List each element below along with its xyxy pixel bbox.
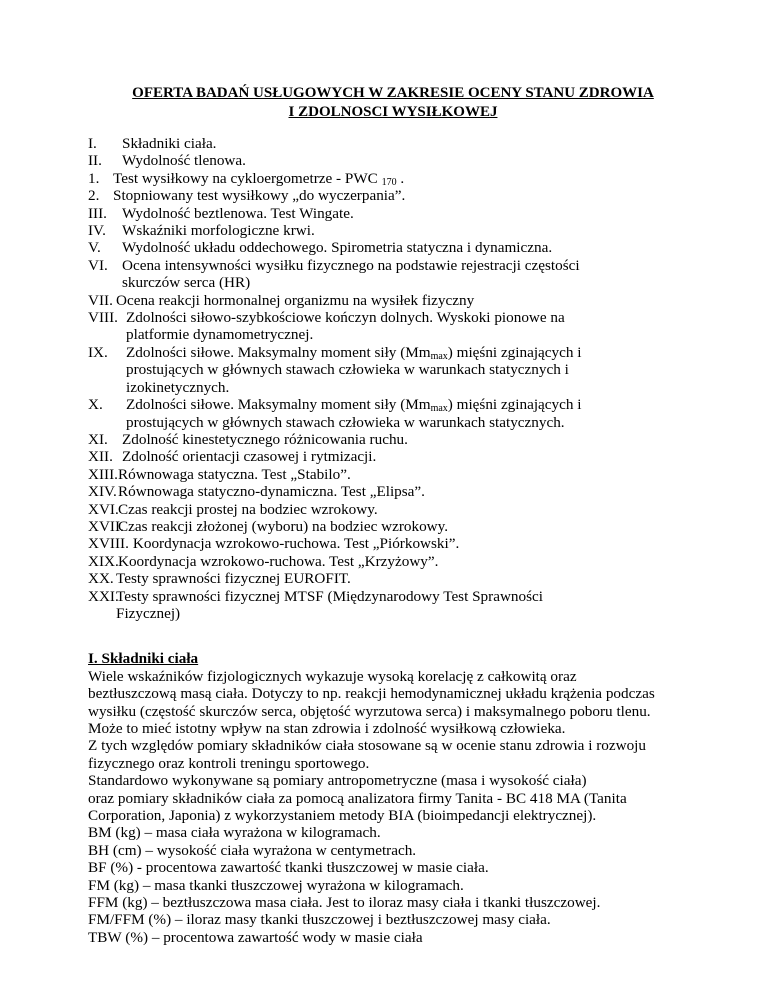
toc-item-line: Testy sprawności fizycznej EUROFIT.	[116, 570, 351, 588]
toc-item-continuation: prostujących w głównych stawach człowieka w warunkach statycznych i	[126, 361, 569, 379]
toc-item	[88, 239, 698, 256]
toc-item-text	[122, 239, 698, 256]
toc-item-text	[122, 152, 698, 169]
subscript: 170	[381, 176, 397, 188]
toc-item-text	[116, 292, 698, 309]
toc-item-line: Wskaźniki morfologiczne krwi.	[122, 222, 315, 240]
toc-item	[88, 309, 698, 344]
toc-item-line: Ocena reakcji hormonalnej organizmu na wysiłek fizyczny	[116, 291, 475, 309]
section-body-composition	[88, 650, 698, 946]
toc-item-text	[116, 570, 698, 587]
toc-item-number: XXI.	[88, 587, 119, 605]
section-text	[88, 668, 698, 947]
toc-item	[88, 501, 698, 518]
toc-item-text	[118, 518, 698, 535]
toc-item	[88, 205, 698, 222]
toc-item-number: XVIII.	[88, 535, 129, 553]
toc-item-line: Test wysiłkowy na cykloergometrze - PWC $_{170}$ .	[113, 169, 405, 188]
toc-item	[88, 570, 698, 587]
text-line: FM/FFM (%) – iloraz masy tkanki tłuszczowej i beztłuszczowej masy ciała.	[88, 911, 551, 929]
toc-item	[88, 396, 698, 431]
toc-item-line: Testy sprawności fizycznej MTSF (Międzynarodowy Test Sprawności	[116, 587, 543, 605]
toc-item-text	[126, 309, 698, 344]
toc-item-number: VI.	[88, 256, 108, 274]
toc-item-number: I.	[88, 135, 97, 152]
text-line: Z tych względów pomiary składników ciała stosowane są w ocenie stanu zdrowia i rozwoju	[88, 737, 646, 755]
toc-item-line: Wydolność układu oddechowego. Spirometria statyczna i dynamiczna.	[122, 239, 553, 257]
text-line: oraz pomiary składników ciała za pomocą analizatora firmy Tanita - BC 418 MA (Tanita	[88, 789, 627, 807]
toc-item-number: V.	[88, 239, 101, 257]
toc-item-line: Zdolności siłowe. Maksymalny moment siły $(Mm_{max})$ mięśni zginających i	[126, 396, 582, 415]
toc-item-line: Stopniowany test wysiłkowy „do wyczerpania”.	[113, 187, 406, 205]
toc-item-continuation: skurczów serca (HR)	[122, 274, 251, 292]
toc-item-number: VIII.	[88, 309, 118, 327]
toc-item-line: Składniki ciała.	[122, 135, 217, 152]
toc-item-line: Czas reakcji prostej na bodziec wzrokowy.	[118, 500, 378, 518]
toc-item-number: II.	[88, 152, 102, 170]
document-title	[88, 84, 698, 122]
toc-item	[88, 588, 698, 623]
subscript: max	[430, 350, 448, 362]
section-heading: I. Składniki ciała	[88, 650, 199, 668]
document-page	[88, 84, 698, 946]
table-of-contents	[88, 135, 698, 622]
text-line: TBW (%) – procentowa zawartość wody w masie ciała	[88, 928, 423, 946]
text-line: BH (cm) – wysokość ciała wyrażona w centymetrach.	[88, 841, 417, 859]
toc-item-line: Czas reakcji złożonej (wyboru) na bodziec wzrokowy.	[118, 517, 449, 535]
toc-item-line: Zdolność orientacji czasowej i rytmizacji.	[122, 448, 377, 466]
toc-item-line: Ocena intensywności wysiłku fizycznego na podstawie rejestracji częstości	[122, 256, 580, 274]
toc-item-text	[122, 205, 698, 222]
toc-item-text	[122, 222, 698, 239]
toc-item-number: 2.	[88, 187, 100, 205]
toc-item-text	[113, 187, 698, 204]
text-line: fizycznego oraz kontroli treningu sportowego.	[88, 754, 370, 772]
toc-item-number: XVI.	[88, 500, 119, 518]
text-line: wysiłku (częstość skurczów serca, objętość wyrzutowa serca) i maksymalnego poboru tlenu.	[88, 702, 651, 720]
toc-item	[88, 535, 698, 552]
toc-item-line: Wydolność tlenowa.	[122, 152, 246, 170]
toc-item-text	[113, 170, 698, 187]
toc-item-text	[122, 257, 698, 292]
toc-item	[88, 553, 698, 570]
toc-item-number: IV.	[88, 222, 106, 240]
toc-item-continuation: platformie dynamometrycznej.	[126, 326, 314, 344]
toc-item-text	[118, 483, 698, 500]
title-line-2: I ZDOLNOSCI WYSIŁKOWEJ	[288, 104, 498, 120]
toc-item-line: Zdolności siłowe. Maksymalny moment siły $(Mm_{max})$ mięśni zginających i	[126, 343, 582, 362]
toc-item-continuation: Fizycznej)	[116, 604, 181, 622]
toc-item-line: Koordynacja wzrokowo-ruchowa. Test „Krzyżowy”.	[118, 552, 439, 570]
text-line: FM (kg) – masa tkanki tłuszczowej wyrażona w kilogramach.	[88, 876, 464, 894]
toc-item-text	[116, 588, 698, 623]
toc-item-number: XIX.	[88, 552, 119, 570]
toc-item-line: Równowaga statyczno-dynamiczna. Test „Elipsa”.	[118, 483, 425, 501]
text-line: beztłuszczową masą ciała. Dotyczy to np. reakcji hemodynamicznej układu krążenia podczas	[88, 685, 655, 703]
toc-item-text	[122, 135, 698, 152]
toc-item	[88, 466, 698, 483]
toc-item-number: X.	[88, 396, 103, 414]
title-line-1: OFERTA BADAŃ USŁUGOWYCH W ZAKRESIE OCENY STANU ZDROWIA	[132, 85, 654, 101]
toc-item-number: XX.	[88, 570, 114, 588]
toc-item-number: XII.	[88, 448, 113, 466]
toc-item-text	[126, 396, 698, 431]
toc-item-line: Zdolność kinestetycznego różnicowania ruchu.	[122, 430, 408, 448]
toc-item-number: XIV.	[88, 483, 117, 501]
toc-item	[88, 448, 698, 465]
toc-item	[88, 187, 698, 204]
toc-item-number: IX.	[88, 343, 108, 361]
toc-item	[88, 483, 698, 500]
toc-item-text	[122, 448, 698, 465]
text-line: Corporation, Japonia) z wykorzystaniem metody BIA (bioimpedancji elektrycznej).	[88, 807, 597, 825]
toc-item	[88, 431, 698, 448]
toc-item	[88, 518, 698, 535]
toc-item-text	[126, 344, 698, 396]
toc-item-text	[118, 553, 698, 570]
toc-item-number: VII.	[88, 291, 113, 309]
toc-item-number: XIII.	[88, 465, 118, 483]
text-line: Może to mieć istotny wpływ na stan zdrowia i zdolność wysiłkową człowieka.	[88, 720, 566, 737]
text-line: Wiele wskaźników fizjologicznych wykazuje wysoką korelację z całkowitą oraz	[88, 667, 577, 685]
toc-item-continuation: izokinetycznych.	[126, 378, 230, 396]
text-line: FFM (kg) – beztłuszczowa masa ciała. Jest to iloraz masy ciała i tkanki tłuszczowej.	[88, 894, 601, 912]
toc-item-line: Koordynacja wzrokowo-ruchowa. Test „Piórkowski”.	[132, 535, 460, 553]
toc-item-number: 1.	[88, 169, 100, 187]
text-line: BF (%) - procentowa zawartość tkanki tłuszczowej w masie ciała.	[88, 859, 489, 877]
toc-item-line: Równowaga statyczna. Test „Stabilo”.	[118, 465, 351, 483]
toc-item	[88, 170, 698, 187]
toc-item-text	[122, 431, 698, 448]
toc-item-text	[133, 535, 698, 552]
toc-item-continuation: prostujących w głównych stawach człowieka w warunkach statycznych.	[126, 413, 565, 431]
toc-item-number: III.	[88, 204, 107, 222]
toc-item-line: Wydolność beztlenowa. Test Wingate.	[122, 204, 354, 222]
toc-item	[88, 222, 698, 239]
toc-item	[88, 257, 698, 292]
toc-item	[88, 292, 698, 309]
text-line: Standardowo wykonywane są pomiary antropometryczne (masa i wysokość ciała)	[88, 772, 587, 790]
toc-item-line: Zdolności siłowo-szybkościowe kończyn dolnych. Wyskoki pionowe na	[126, 309, 565, 327]
text-line: BM (kg) – masa ciała wyrażona w kilogramach.	[88, 824, 381, 842]
toc-item-text	[118, 501, 698, 518]
toc-item-text	[118, 466, 698, 483]
toc-item	[88, 135, 698, 152]
toc-item-number: XI.	[88, 430, 108, 448]
subscript: max	[430, 403, 448, 415]
toc-item	[88, 152, 698, 169]
toc-item	[88, 344, 698, 396]
toc-item-number: XVII.	[88, 517, 124, 535]
